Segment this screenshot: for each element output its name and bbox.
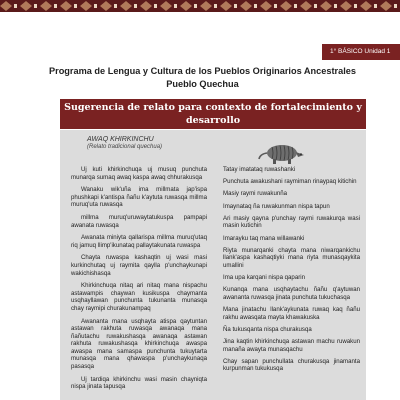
story-paragraph: Ari masiy qayna p'unchay raymi ruwakurqa wasi masin kutichin: [223, 214, 360, 230]
story-title: AWAQ KHIRKINCHU: [87, 136, 154, 143]
story-right-column: [216, 166, 360, 378]
story-paragraph: Awanata miniyta qallarispa millma muruq'utaq riq jamuq llimp'ikunataq pallaytakunata ruwaspa: [71, 234, 207, 249]
story-paragraph: Ña tukusqanta nispa churakusqa: [223, 325, 312, 333]
story-paragraph: Tatay imatataq ruwashanki: [223, 166, 296, 173]
story-subtitle: (Relato tradicional quechua): [87, 144, 163, 150]
program-title: [40, 65, 365, 91]
story-left-column: [71, 166, 207, 396]
story-paragraph: Uj kuti khirkinchuqa uj musuq punchuta munarqa sumaq awaq kaspa awaq chhurakusqa: [71, 166, 207, 181]
story-paragraph: Mana jinatachu llank'aykunata ruwaq kaq ñañu rakhu awasqata mayta khawakuska: [223, 306, 360, 321]
story-paragraph: Imaynataq ña ruwakunman nispa tapun: [223, 202, 330, 210]
story-paragraph: Chayta ruwaspa kashaqtin uj wasi masi kurkinchutaq uj raymita qaylla p'unchaykunapi wakichishasqa: [71, 254, 207, 277]
story-paragraph: Wanaku wik'uña ima millmata jap'ispa phushkapi k'antispa ñañu k'aytuta ruwasqa millma muruq'uta ruwasqa: [71, 186, 207, 209]
program-title-line1: Programa de Lengua y Cultura de los Pueblos Originarios Ancestrales: [48, 66, 356, 76]
story-paragraph: Imarayku taq mana willawanki: [223, 234, 305, 242]
story-paragraph: millma muruq'uruwaytatukuspa pampapi awanata ruwasqa: [71, 213, 207, 229]
section-banner-line1: Sugerencia de relato para contexto de fortalecimiento y desarrollo: [64, 102, 362, 126]
story-paragraph: Riyta munarqanki chayta mana niwarqankichu llank'aspa kashaqtiyki mana riyta munasqaykita umallini: [223, 246, 360, 269]
story-paragraph: Ima upa karqani nispa qaparin: [223, 274, 305, 282]
story-paragraph: Masiy raymi ruwakunña: [223, 190, 288, 198]
armadillo-illustration: [258, 138, 306, 166]
story-paragraph: Jina kaqtin khirkinchuqa astawan machu ruwakun manaña awayta munasqachu: [223, 338, 360, 353]
grade-unit-badge: 1° BÁSICO Unidad 1: [322, 44, 400, 60]
story-paragraph: Chay sapan punchullata churakusqa jinamanta kurpunman tukukusqa: [223, 357, 360, 373]
top-decorative-band: [0, 0, 400, 12]
story-paragraph: Punchuta awakushani raymiman rinaypaq kitichin: [223, 178, 357, 186]
section-banner: [60, 99, 366, 129]
program-title-line2: Pueblo Quechua: [166, 79, 239, 89]
story-paragraph: Uj tardiqa khirkinchu wasi masin chayniqta nispa jinata tapusqa: [71, 375, 207, 391]
story-paragraph: Khirkinchuqa nitaq ari nitaq mana nispachu astawampis chaywan kusikuspa chaymanta usqhayllawan punchunta tukunanta munasqa chay raymipi churakunampaq: [71, 282, 207, 312]
story-paragraph: Kunanqa mana usqhaytachu ñañu q'aytuwan awananta ruwasqa jinata punchuta tukuchasqa: [223, 286, 360, 301]
story-paragraph: Awananta mana usqhayta atispa qaytuntan astawan rakhuta ruwasqa awanaqa mana ñañutachu ruwakushasqa awanaqa astawan rakhuta ruwakushasqa khirkinchuqa awaspa awaspa mana samaspa punchunta tukuytarta munasqa mana qhawaspa p'unchaykunaqa pasasqa: [71, 317, 207, 371]
